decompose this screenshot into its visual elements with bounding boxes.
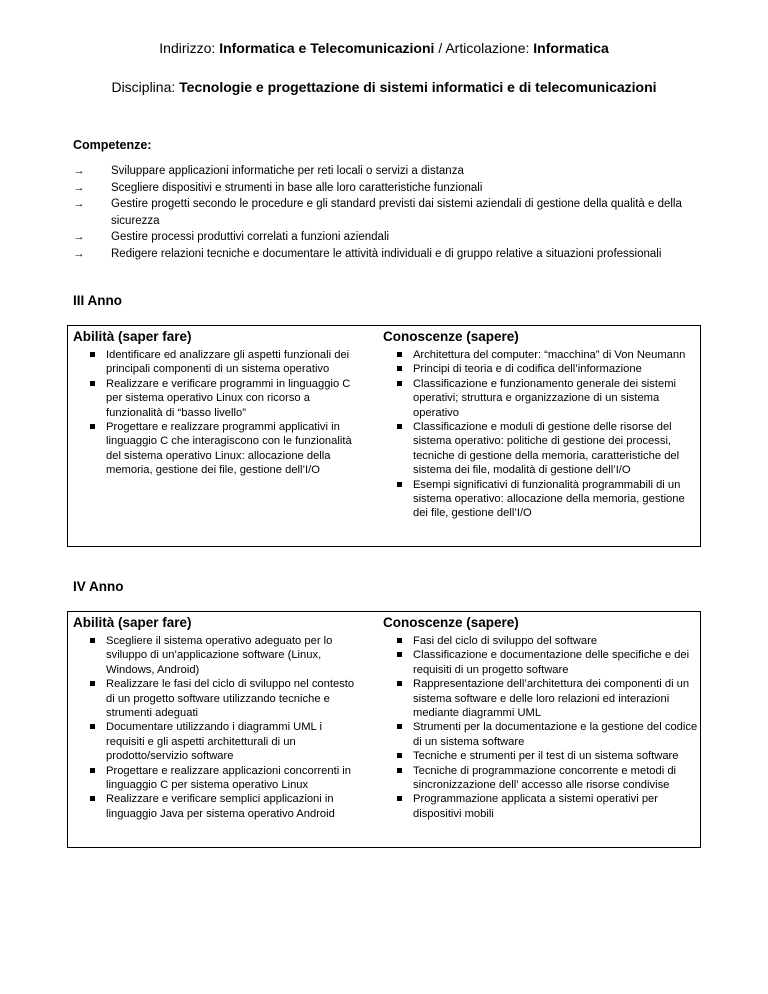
square-bullet-icon	[90, 381, 95, 386]
competenza-item	[73, 163, 713, 180]
list-item	[68, 720, 363, 763]
item-text: Rappresentazione dell’architettura dei componenti di un sistema software e delle loro relazioni ed interazioni mediante diagrammi UML	[413, 678, 690, 720]
year-4-table	[67, 611, 701, 848]
list-item	[379, 749, 700, 763]
column-gap	[363, 612, 379, 848]
competenza-text: Redigere relazioni tecniche e documentare le attività individuali e di gruppo relative a situazioni professionali	[111, 247, 662, 260]
item-text: Fasi del ciclo di sviluppo del software	[413, 635, 598, 647]
list-item	[68, 792, 363, 821]
year-3-title: III Anno	[73, 293, 122, 308]
list-item	[379, 764, 700, 793]
list-item	[379, 348, 700, 362]
conoscenze-heading: Conoscenze (sapere)	[383, 615, 519, 630]
item-text: Tecniche di programmazione concorrente e metodi di sincronizzazione dell’ accesso alle risorse condivise	[413, 764, 677, 792]
articolazione-prefix: / Articolazione:	[434, 40, 534, 56]
list-item	[379, 362, 700, 376]
list-item	[379, 677, 700, 720]
arrow-icon: →	[73, 198, 85, 210]
list-item	[379, 478, 700, 521]
item-text: Documentare utilizzando i diagrammi UML i requisiti e gli aspetti architetturali di un prodotto/servizio software	[106, 721, 322, 763]
item-text: Esempi significativi di funzionalità programmabili di un sistema operativo: allocazione della memoria, gestione dei file, gestione dell’I/O	[412, 478, 685, 520]
abilita-column	[68, 326, 364, 547]
list-item	[68, 677, 363, 720]
square-bullet-icon	[397, 681, 402, 686]
list-item	[379, 792, 700, 821]
item-text: Strumenti per la documentazione e la gestione del codice di un sistema software	[413, 721, 698, 748]
square-bullet-icon	[397, 652, 402, 657]
item-text: Progettare e realizzare applicazioni concorrenti in linguaggio C per sistema operativo Linux	[106, 764, 352, 792]
square-bullet-icon	[397, 753, 402, 758]
square-bullet-icon	[397, 768, 402, 773]
articolazione-value: Informatica	[533, 40, 609, 56]
item-text: Tecniche e strumenti per il test di un sistema software	[413, 750, 679, 763]
item-text: Realizzare e verificare semplici applicazioni in linguaggio Java per sistema operativo Android	[106, 793, 335, 820]
list-item	[379, 720, 700, 749]
disciplina-heading	[0, 79, 768, 95]
abilita-list	[68, 634, 363, 821]
abilita-heading: Abilità (saper fare)	[73, 329, 192, 344]
list-item	[68, 348, 363, 377]
abilita-heading: Abilità (saper fare)	[73, 615, 192, 630]
list-item	[379, 377, 700, 420]
conoscenze-list	[379, 348, 700, 521]
square-bullet-icon	[90, 681, 95, 686]
year-4-title: IV Anno	[73, 579, 124, 594]
square-bullet-icon	[90, 796, 95, 801]
square-bullet-icon	[397, 366, 402, 371]
square-bullet-icon	[397, 724, 402, 729]
list-item	[68, 377, 363, 420]
year-3-table	[67, 325, 701, 547]
item-text: Classificazione e moduli di gestione delle risorse del sistema operativo: politiche di gestione dei processi, tecniche di gestione della memoria, caratteristiche del sistema dei file, modalità di gestione dell’I/O	[412, 421, 680, 477]
indirizzo-heading	[0, 40, 768, 56]
item-text: Realizzare le fasi del ciclo di sviluppo nel contesto di un progetto software utilizzando tecniche e strumenti adeguati	[106, 678, 355, 720]
item-text: Classificazione e documentazione delle specifiche e dei requisiti di un progetto software	[413, 649, 690, 676]
competenza-item	[73, 180, 713, 197]
square-bullet-icon	[397, 352, 402, 357]
competenza-text: Scegliere dispositivi e strumenti in base alle loro caratteristiche funzionali	[111, 181, 483, 194]
item-text: Programmazione applicata a sistemi operativi per dispositivi mobili	[413, 793, 658, 820]
arrow-icon: →	[73, 231, 85, 243]
square-bullet-icon	[90, 724, 95, 729]
item-text: Realizzare e verificare programmi in linguaggio C per sistema operativo Linux con ricorso a funzionalità di “basso livello”	[106, 377, 351, 419]
disciplina-value: Tecnologie e progettazione di sistemi informatici e di telecomunicazioni	[179, 79, 657, 95]
competenza-text: Gestire progetti secondo le procedure e gli standard previsti dai sistemi aziendali di gestione della qualità e della sicurezza	[111, 198, 682, 227]
item-text: Scegliere il sistema operativo adeguato per lo sviluppo di un’applicazione software (Linux, Windows, Android)	[106, 635, 333, 676]
square-bullet-icon	[90, 768, 95, 773]
competenza-text: Gestire processi produttivi correlati a funzioni aziendali	[111, 231, 390, 243]
competenza-item	[73, 246, 713, 263]
arrow-icon: →	[73, 181, 85, 194]
arrow-icon: →	[73, 247, 85, 260]
list-item	[379, 420, 700, 478]
item-text: Progettare e realizzare programmi applicativi in linguaggio C che interagiscono con le funzionalità del sistema operativo Linux: allocazione della memoria, gestione dei file, gestione dell’I/O	[106, 421, 352, 477]
abilita-list	[68, 348, 363, 478]
list-item	[68, 764, 363, 793]
conoscenze-list	[379, 634, 700, 821]
list-item	[68, 634, 363, 677]
competenza-item	[73, 196, 713, 229]
conoscenze-heading: Conoscenze (sapere)	[382, 329, 519, 344]
square-bullet-icon	[397, 796, 402, 801]
item-text: Classificazione e funzionamento generale dei sistemi operativi; struttura e organizzazione di un sistema operativo	[412, 377, 677, 419]
square-bullet-icon	[397, 638, 402, 643]
arrow-icon: →	[73, 165, 85, 177]
square-bullet-icon	[397, 482, 402, 487]
square-bullet-icon	[90, 424, 95, 429]
square-bullet-icon	[90, 638, 95, 643]
competenze-title: Competenze:	[73, 138, 152, 152]
abilita-column	[68, 612, 364, 848]
list-item	[379, 648, 700, 677]
list-item	[379, 634, 700, 648]
column-gap	[363, 326, 379, 547]
square-bullet-icon	[397, 381, 402, 386]
competenza-text: Sviluppare applicazioni informatiche per reti locali o servizi a distanza	[111, 165, 464, 177]
competenza-item	[73, 229, 713, 246]
item-text: Architettura del computer: “macchina” di Von Neumann	[412, 349, 686, 361]
item-text: Identificare ed analizzare gli aspetti funzionali dei principali componenti di un sistema operativo	[106, 349, 350, 376]
square-bullet-icon	[397, 424, 402, 429]
competenze-list	[73, 163, 713, 262]
conoscenze-column	[379, 326, 701, 547]
list-item	[68, 420, 363, 478]
indirizzo-value: Informatica e Telecomunicazioni	[219, 40, 435, 56]
disciplina-prefix: Disciplina:	[111, 79, 180, 95]
indirizzo-prefix: Indirizzo:	[159, 40, 220, 56]
square-bullet-icon	[90, 352, 95, 357]
item-text: Principi di teoria e di codifica dell’informazione	[412, 363, 642, 376]
conoscenze-column	[379, 612, 701, 848]
